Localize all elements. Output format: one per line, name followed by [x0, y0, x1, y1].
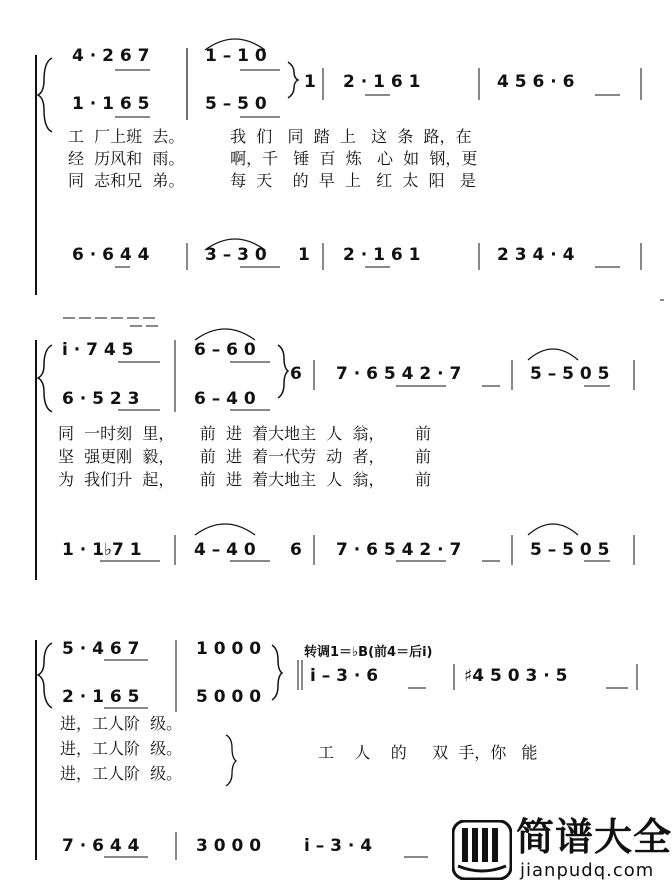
s2-bass-m1: 1 · 1♭7 1: [62, 540, 142, 560]
watermark-logo: [452, 815, 672, 884]
s2-sop-m4: 7 · 6 5 4 2 · 7: [336, 364, 462, 384]
s3-sop-m4: ♯4 5 0 3 · 5: [464, 666, 568, 686]
modulation-marking: 转调1＝♭B(前4＝后i): [304, 645, 433, 660]
s3-alto-m2: 5 0 0 0: [196, 687, 262, 707]
s2-alto-m1: 6 · 5 2 3: [62, 389, 140, 409]
s1-sop-m3: 1: [304, 72, 316, 92]
s1-alto-m2: 5 – 5 0: [205, 94, 267, 114]
s2-bass-m5: 5 – 5 0 5: [530, 540, 610, 560]
s2-bass-m4: 7 · 6 5 4 2 · 7: [336, 540, 462, 560]
s3-alto-m1: 2 · 1 6 5: [62, 687, 140, 707]
s3-lyric-2: 进，工人阶 级。: [60, 739, 183, 758]
s2-lyric-2: 坚 强更刚 毅， 前 进 着一代劳 动 者， 前: [58, 447, 431, 466]
s1-sop-m1: 4 · 2 6 7: [72, 46, 150, 66]
s1-lyric-3: 同 志和兄 弟。 每 天 的 早 上 红 太 阳 是: [68, 171, 476, 190]
s1-bass-m3: 1: [298, 245, 310, 265]
s3-lyric-3: 进，工人阶 级。: [60, 764, 183, 783]
s1-bass-m2: 3 – 3 0: [205, 245, 267, 265]
watermark-title: 简谱大全: [516, 815, 672, 859]
s1-bass-m4: 2 · 1 6 1: [343, 245, 421, 265]
s1-sop-m4: 2 · 1 6 1: [343, 72, 421, 92]
s3-bass-m1: 7 · 6 4 4: [62, 836, 140, 856]
s1-lyric-1: 工 厂上班 去。 我 们 同 踏 上 这 条 路，在: [68, 127, 472, 146]
s3-sop-m3: i – 3 · 6: [310, 666, 379, 686]
s2-bass-m3: 6: [290, 540, 302, 560]
s3-bass-m2: 3 0 0 0: [196, 836, 262, 856]
s2-alto-m2: 6 – 4 0: [194, 389, 256, 409]
s2-sop-m3: 6: [290, 364, 302, 384]
s1-sop-m5: 4 5 6 · 6: [497, 72, 575, 92]
s1-alto-m1: 1 · 1 6 5: [72, 94, 150, 114]
s2-sop-m2: 6 – 6 0: [194, 340, 256, 360]
s2-lyric-3: 为 我们升 起， 前 进 着大地主 人 翁， 前: [58, 470, 431, 489]
s1-bass-m1: 6 · 6 4 4: [72, 245, 150, 265]
watermark-url: jianpudq.com: [520, 860, 655, 881]
s3-lyric-1: 进，工人阶 级。: [60, 714, 183, 733]
s1-sop-m2: 1 – 1 0: [205, 46, 267, 66]
s1-bass-m5: 2 3 4 · 4: [497, 245, 575, 265]
s3-sop-m1: 5 · 4 6 7: [62, 639, 140, 659]
s3-sop-m2: 1 0 0 0: [196, 639, 262, 659]
s2-lyric-1: 同 一时刻 里， 前 进 着大地主 人 翁， 前: [58, 424, 431, 443]
piano-keys-icon: [452, 820, 512, 880]
s3-bass-m3: i – 3 · 4: [304, 836, 373, 856]
s1-lyric-2: 经 历风和 雨。 啊，千 锤 百 炼 心 如 钢，更: [68, 149, 478, 168]
s2-sop-m1: i · 7 4 5: [62, 340, 134, 360]
s2-bass-m2: 4 – 4 0: [194, 540, 256, 560]
s3-lyric-right: 工 人 的 双 手，你 能: [318, 743, 538, 762]
s2-sop-m5: 5 – 5 0 5: [530, 364, 610, 384]
